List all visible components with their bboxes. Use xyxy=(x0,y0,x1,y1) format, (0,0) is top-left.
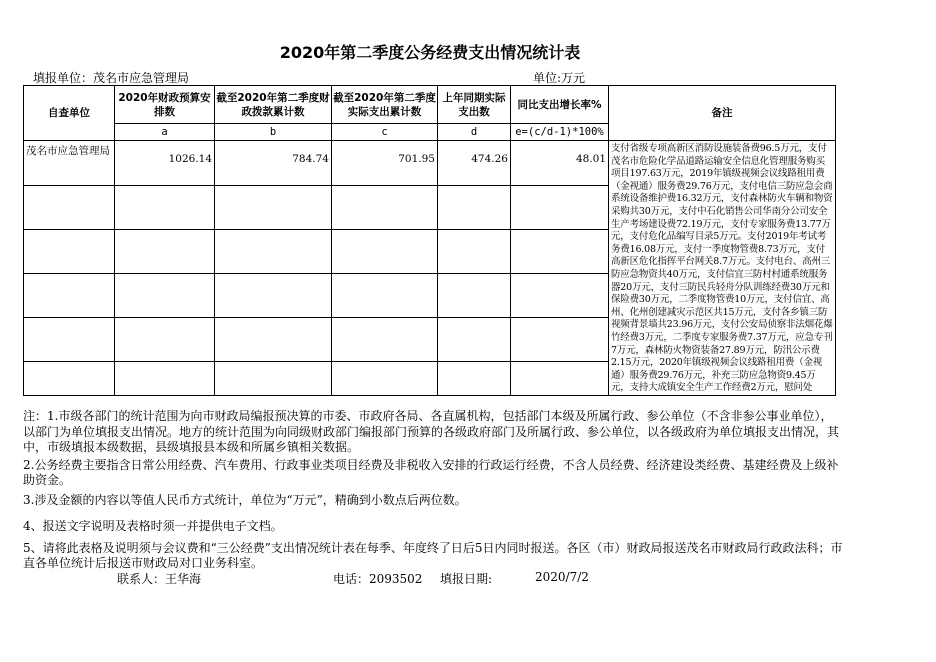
header-unit: 自查单位 xyxy=(24,86,115,141)
currency-unit-label: 单位:万元 xyxy=(533,71,586,85)
header-actual: 截至2020年第二季度实际支出累计数 xyxy=(332,86,438,124)
row-unit-name: 茂名市应急管理局 xyxy=(24,141,115,186)
code-b: b xyxy=(215,124,332,141)
row-allocated: 784.74 xyxy=(215,141,332,186)
notes-section xyxy=(23,409,843,572)
row-growth: 48.01 xyxy=(511,141,609,186)
code-d: d xyxy=(438,124,511,141)
fill-date-label: 填报日期: xyxy=(440,572,493,586)
fill-unit-label: 填报单位：茂名市应急管理局 xyxy=(33,71,190,85)
header-last-year: 上年同期实际支出数 xyxy=(438,86,511,124)
header-remarks: 备注 xyxy=(609,86,836,141)
note-5: 5、请将此表格及说明须与会议费和“三公经费”支出情况统计表在每季、年度终了日后5日内同时报送。各区（市）财政局报送茂名市财政局行政政法科；市直各单位统计后报送市财政局对口业务科室。 xyxy=(23,540,843,570)
fill-date: 2020/7/2 xyxy=(535,570,589,584)
table-row xyxy=(24,141,836,186)
expenditure-table xyxy=(23,85,836,396)
row-last-year: 474.26 xyxy=(438,141,511,186)
code-c: c xyxy=(332,124,438,141)
code-a: a xyxy=(115,124,215,141)
contact-phone: 电话：2093502 xyxy=(333,572,423,586)
header-growth: 同比支出增长率% xyxy=(511,86,609,124)
row-remarks-cell xyxy=(609,141,836,396)
note-1: 注：1.市级各部门的统计范围为向市财政局编报预决算的市委、市政府各局、各直属机构，包括部门本级及所属行政、参公单位（不含非参公事业单位），以部门为单位填报支出情况。地方的统计范围为向同级财政部门编报部门预算的各级政府部门及所属行政、参公单位，以各级政府为单位填报支出情况，其中，市级填报本级数据，县级填报县本级和所属乡镇相关数据。 xyxy=(23,409,840,454)
code-e: e=(c/d-1)*100% xyxy=(511,124,609,141)
header-row xyxy=(24,86,836,124)
contact-person: 联系人：王华海 xyxy=(117,572,202,586)
row-budget: 1026.14 xyxy=(115,141,215,186)
row-actual: 701.95 xyxy=(332,141,438,186)
note-3: 3.涉及金额的内容以等值人民币方式统计，单位为“万元”，精确到小数点后两位数。 xyxy=(23,492,467,507)
header-budget: 2020年财政预算安排数 xyxy=(115,86,215,124)
note-2: 2.公务经费主要指含日常公用经费、汽车费用、行政事业类项目经费及非税收入安排的行政运行经费，不含人员经费、经济建设类经费、基建经费及上级补助资金。 xyxy=(23,457,839,487)
report-title: 2020年第二季度公务经费支出情况统计表 xyxy=(279,43,581,62)
row-remarks: 支付省级专项高新区消防设施装备费96.5万元，支付茂名市危险化学品道路运输安全信息化管理服务购买项目197.63万元，2019年镇级视频会议线路租用费（金视通）服务费29.76万元，支付电信三防应急会商系统设备维护费16.32万元，支付森林防火车辆和物资采购共30万元，支付中石化销售公司华南分公司安全生产考场建设费72.19万元，支付专家服务费13.77万元，支付危化品编写目录5万元。支付2019年考试考务费16.08万元，支付一季度物管费8.73万元，支付高新区危化指挥平台网关8.7万元。支付电台、高州三防应急物资共40万元，支付信宜三防村村通系统服务器20万元，支付三防民兵轻舟分队训练经费30万元和保险费30万元，二季度物管费10万元，支付信宜、高州、化州创建减灾示范区共15万元，支付各乡镇三防视频背景墙共23.96万元，支付公安局侦察非法烟花爆竹经费3万元，二季度专家服务费7.37万元，应急专刊7万元，森林防火物资装备27.89万元，防汛公示费2.15万元，2020年镇级视频会议线路租用费（金视通）服务费29.76万元，补充三防应急物资9.45万元，支持大成镇安全生产工作经费2万元，慰问处 xyxy=(611,143,833,394)
unit-row xyxy=(33,69,623,85)
note-4: 4、报送文字说明及表格时须一并提供电子文档。 xyxy=(23,519,283,533)
header-allocated: 截至2020年第二季度财政拨款累计数 xyxy=(215,86,332,124)
